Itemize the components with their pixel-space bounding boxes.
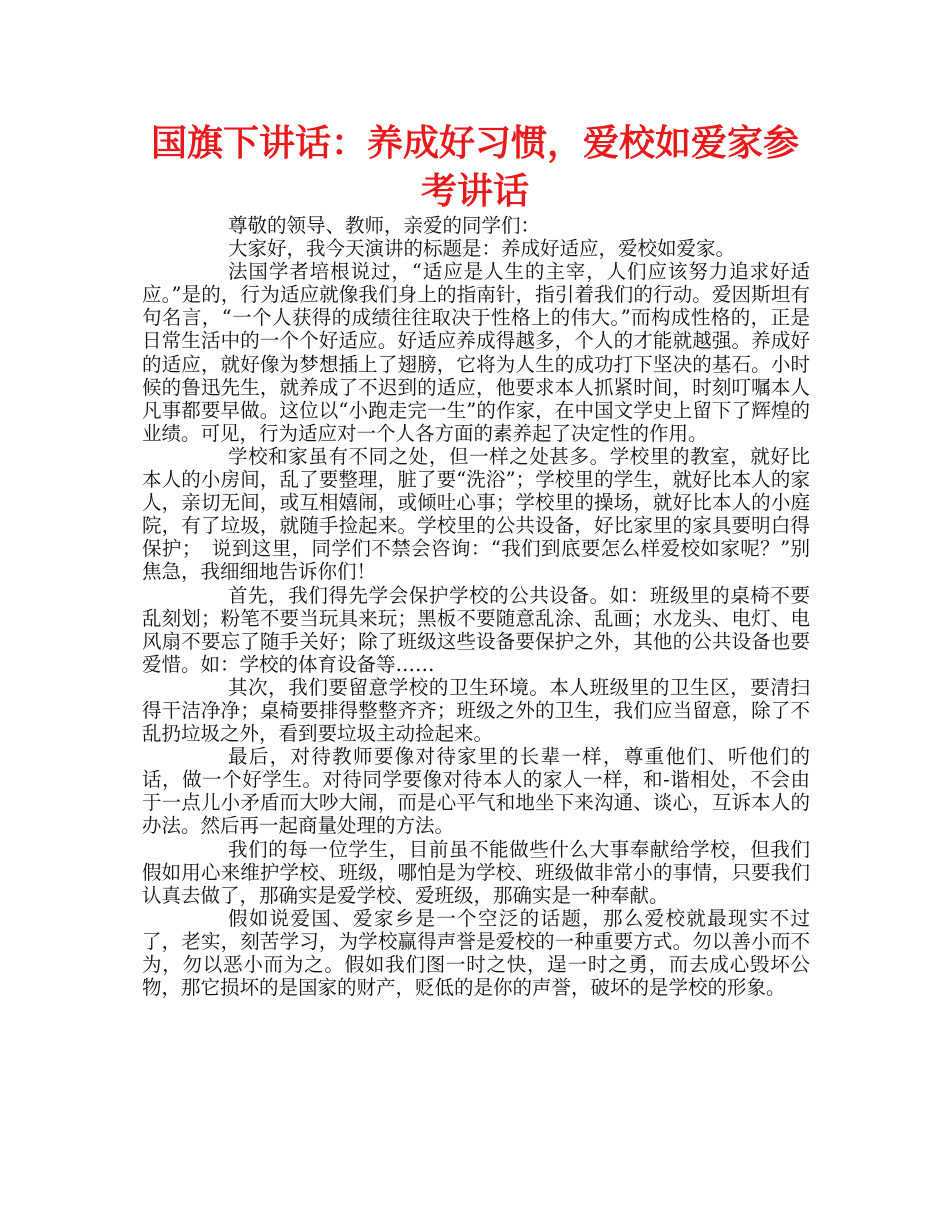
paragraph-second-point: 其次，我们要留意学校的卫生环境。本人班级里的卫生区，要清扫得干洁净净；桌椅要排得整整齐齐；班级之外的卫生，我们应当留意，除了不乱扔垃圾之外，看到要垃圾主动捡起来。: [142, 675, 810, 746]
paragraph-contribution: 我们的每一位学生，目前虽不能做些什么大事奉献给学校，但我们假如用心来维护学校、班级，哪怕是为学校、班级做非常小的事情，只要我们认真去做了，那确实是爱学校、爱班级，那确实是一种奉献。: [142, 837, 810, 907]
paragraph-salutation: 尊敬的领导、教师，亲爱的同学们：: [228, 214, 541, 237]
document-title: 国旗下讲话：养成好习惯，爱校如爱家参考讲话: [150, 123, 799, 212]
paragraph-conclusion: 假如说爱国、爱家乡是一个空泛的话题，那么爱校就最现实不过了，老实，刻苦学习，为学校赢得声誉是爱校的一种重要方式。勿以善小而不为，勿以恶小而为之。假如我们图一时之快，逞一时之勇，而去成心毁坏公物，那它损坏的是国家的财产，贬低的是你的声誉，破坏的是学校的形象。: [142, 906, 810, 1000]
paragraph-school-and-home: 学校和家虽有不同之处，但一样之处甚多。学校里的教室，就好比本人的小房间，乱了要整理，脏了要“洗浴”；学校里的学生，就好比本人的家人，亲切无间，或互相嬉闹，或倾吐心事；学校里的操场，就好比本人的小庭院，有了垃圾，就随手捡起来。学校里的公共设备，好比家里的家具要明白得保护； 说到这里，同学们不禁会咨询：“我们到底要怎么样爱校如家呢？”别焦急，我细细地告诉你们！: [142, 444, 810, 584]
document-body: [142, 214, 810, 999]
paragraph-third-point: 最后，对待教师要像对待家里的长辈一样，尊重他们、听他们的话，做一个好学生。对待同学要像对待本人的家人一样，和-谐相处，不会由于一点儿小矛盾而大吵大闹，而是心平气和地坐下来沟通、谈心，互诉本人的办法。然后再一起商量处理的方法。: [142, 745, 810, 838]
paragraph-greeting: 大家好，我今天演讲的标题是：养成好适应，爱校如爱家。: [228, 237, 736, 261]
paragraph-bacon-quote: 法国学者培根说过，“适应是人生的主宰，人们应该努力追求好适应。”是的，行为适应就像我们身上的指南针，指引着我们的行动。爱因斯坦有句名言，“一个人获得的成绩往往取决于性格上的伟大。”而构成性格的，正是日常生活中的一个个好适应。好适应养成得越多，个人的才能就越强。养成好的适应，就好像为梦想插上了翅膀，它将为人生的成功打下坚决的基石。小时候的鲁迅先生，就养成了不迟到的适应，他要求本人抓紧时间，时刻叮嘱本人凡事都要早做。这位以“小跑走完一生”的作家，在中国文学史上留下了辉煌的业绩。可见，行为适应对一个人各方面的素养起了决定性的作用。: [142, 260, 810, 445]
paragraph-first-point: 首先，我们得先学会保护学校的公共设备。如：班级里的桌椅不要乱刻划；粉笔不要当玩具来玩；黑板不要随意乱涂、乱画；水龙头、电灯、电风扇不要忘了随手关好；除了班级这些设备要保护之外，其他的公共设备也要爱惜。如：学校的体育设备等……: [142, 583, 810, 676]
